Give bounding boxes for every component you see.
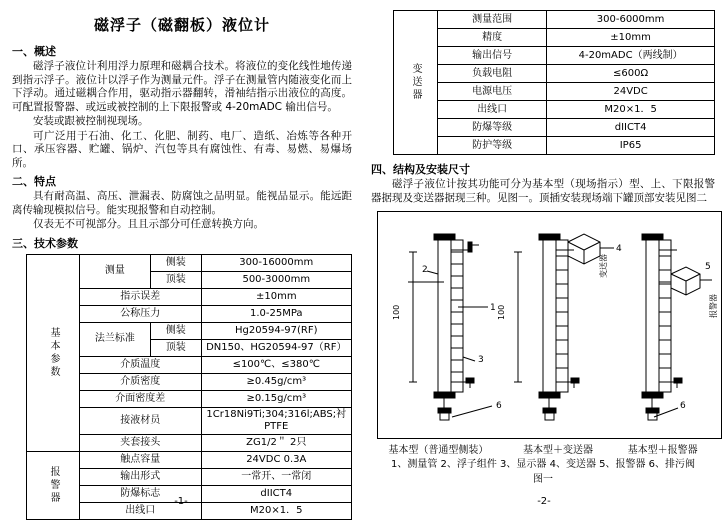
cell-value: ZG1/2＂ 2只 (201, 434, 351, 451)
figure-number: 图一 (533, 474, 553, 485)
cell-label: 负载电阻 (438, 65, 547, 83)
cell-sublabel: 侧装 (150, 254, 201, 271)
svg-text:6: 6 (680, 401, 686, 411)
figure-side-text-1: 变送器 (599, 254, 608, 278)
left-column (0, 0, 362, 516)
table-row (394, 83, 715, 101)
cell-value: 24VDC (547, 83, 715, 101)
cell-value: ≥0.45g/cm³ (201, 373, 351, 390)
table-row (394, 119, 715, 137)
table-row (394, 65, 715, 83)
section-heading-specs: 三、技术参数 (12, 236, 78, 250)
section-heading-features: 二、特点 (12, 175, 56, 188)
cell-label: 测量 (80, 254, 151, 288)
cell-value: 1.0-25MPa (201, 305, 351, 322)
cell-value: 300-16000mm (201, 254, 351, 271)
cell-sublabel: 顶装 (150, 339, 201, 356)
cell-value: Hg20594-97(RF) (201, 322, 351, 339)
cell-value: 24VDC 0.3A (201, 451, 351, 468)
cell-label: 指示误差 (80, 288, 202, 305)
cell-sublabel: 侧装 (150, 322, 201, 339)
cell-label: 防爆标志 (80, 485, 202, 502)
table-row (394, 101, 715, 119)
cell-value: M20×1．5 (547, 101, 715, 119)
cell-label: 介面密度差 (80, 390, 202, 407)
cell-label: 防护等级 (438, 137, 547, 155)
cell-value: 1Cr18Ni9Ti;304;316l;ABS;衬PTFE (201, 407, 351, 434)
features-paragraph-2: 仅表无不可视部分。且且示部分可任意转换方向。 (33, 218, 264, 230)
cell-label: 测量范围 (438, 11, 547, 29)
page-number-left: -1- (174, 496, 188, 507)
figure-caption-1: 基本型（普通型侧装） (388, 445, 489, 456)
table-row (27, 254, 352, 271)
section-heading-overview: 一、概述 (12, 45, 56, 58)
cell-value: ≤600Ω (547, 65, 715, 83)
table-row (27, 451, 352, 468)
cell-value: ±10mm (201, 288, 351, 305)
svg-text:1: 1 (490, 303, 496, 313)
cell-value: ≤100℃、≤380℃ (201, 356, 351, 373)
right-column (362, 0, 725, 513)
page-title: 磁浮子（磁翻板）液位计 (93, 16, 270, 34)
dimension-label-1: 100 (392, 304, 401, 320)
figure-diagram (377, 211, 722, 439)
svg-text:5: 5 (705, 262, 711, 272)
svg-text:2: 2 (422, 265, 428, 275)
structure-paragraph-1: 磁浮子液位计按其功能可分为基本型（现场指示）型、上、下限报警器据现及变送器据现三种。见图一。顶插安装现场端下罐顶部安装见图二 (371, 178, 715, 204)
table-row (394, 11, 715, 29)
dimension-label-2: 100 (497, 304, 506, 320)
cell-label: 电源电压 (438, 83, 547, 101)
cell-label: 接液材员 (80, 407, 202, 434)
svg-text:3: 3 (478, 355, 484, 365)
cell-value: dIICT4 (547, 119, 715, 137)
cell-label: 夹套接头 (80, 434, 202, 451)
cell-label: 输出形式 (80, 468, 202, 485)
level-gauge-diagram (378, 212, 721, 438)
table-row (394, 137, 715, 155)
cell-value: 4-20mADC（两线制） (547, 47, 715, 65)
overview-paragraph-3: 可广泛用于石油、化工、化肥、制药、电厂、造纸、冶炼等各种开口、承压容器、贮罐、锅炉、汽包等具有腐蚀性、有毒、易燃、易爆场所。 (12, 129, 352, 169)
table-row (394, 29, 715, 47)
cell-label: 介质温度 (80, 356, 202, 373)
cell-value: IP65 (547, 137, 715, 155)
cell-value: 500-3000mm (201, 271, 351, 288)
cell-sublabel: 顶装 (150, 271, 201, 288)
table-row (394, 47, 715, 65)
features-paragraph-1: 具有耐高温、高压、泄漏表、防腐蚀之品明显。能视品显示。能远距离传输现模拟信号。能实现报警和自动控制。 (12, 190, 352, 216)
spec-table-left (26, 254, 352, 520)
page-number-right: -2- (537, 496, 551, 507)
svg-text:6: 6 (496, 401, 502, 411)
overview-paragraph-1: 磁浮子液位计利用浮力原理和磁耦合技术。将液位的变化线性地传递到指示浮子。液位计以浮子作为测量元件。浮子在测量管内随液变化而上下浮动。通过磁耦合作用，驱动指示器翻转，滑袖结指示出液位的高度。可配置报警器、或远或被控制的上下限报警或 4-20mADC 输出信号。 (12, 60, 352, 113)
cell-value: dIICT4 (201, 485, 351, 502)
figure-side-text-2: 报警器 (709, 294, 718, 318)
cell-value: M20×1．5 (201, 502, 351, 519)
svg-text:4: 4 (616, 244, 622, 254)
cell-label: 精度 (438, 29, 547, 47)
cell-label: 出线口 (438, 101, 547, 119)
cell-value: ≥0.15g/cm³ (201, 390, 351, 407)
group-label-transmitter: 变送器 (394, 11, 438, 155)
cell-label: 触点容量 (80, 451, 202, 468)
cell-label: 出线口 (80, 502, 202, 519)
cell-label: 防爆等级 (438, 119, 547, 137)
spec-table-right (393, 10, 715, 155)
group-label-alarm: 报警器 (27, 451, 80, 519)
cell-label: 介质密度 (80, 373, 202, 390)
cell-value: ±10mm (547, 29, 715, 47)
cell-value: 300-6000mm (547, 11, 715, 29)
figure-caption-2: 基本型＋变送器 (522, 445, 593, 456)
overview-paragraph-2: 安装或跟被控制视现场。 (33, 115, 149, 127)
group-label-basic: 基本参数 (27, 254, 80, 451)
cell-label: 输出信号 (438, 47, 547, 65)
figure-caption-3: 基本型＋报警器 (627, 445, 698, 456)
cell-label: 法兰标准 (80, 322, 151, 356)
section-heading-structure: 四、结构及安装尺寸 (371, 163, 470, 176)
figure-captions (371, 441, 715, 456)
cell-value: DN150、HG20594-97（RF） (201, 339, 351, 356)
figure-legend: 1、测量管 2、浮子组件 3、显示器 4、变送器 5、报警器 6、排污阀 (390, 459, 696, 470)
cell-value: 一常开、一常闭 (201, 468, 351, 485)
cell-label: 公称压力 (80, 305, 202, 322)
